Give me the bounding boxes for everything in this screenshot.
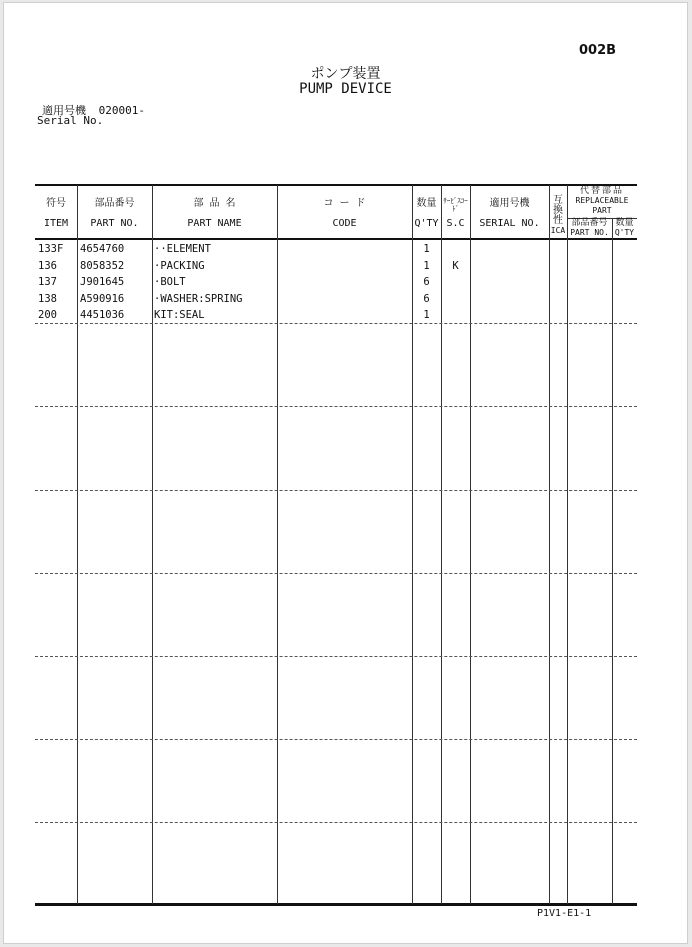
header-ica-jp: 互換性 — [553, 195, 563, 226]
cell-item: 138 — [38, 292, 57, 305]
table-row — [35, 241, 637, 258]
header-part-name-en: PART NAME — [187, 218, 242, 229]
cell-item: 200 — [38, 309, 57, 321]
header-replaceable — [567, 186, 637, 215]
group-separator — [35, 739, 637, 740]
page-code: 002B — [579, 43, 617, 58]
cell-qty: 6 — [423, 276, 430, 288]
cell-item: 137 — [38, 276, 57, 288]
header-code-en: CODE — [332, 218, 357, 229]
group-separator — [35, 656, 637, 657]
table-row — [35, 307, 637, 324]
cell-part-name: ·PACKING — [154, 259, 205, 272]
header-code — [277, 197, 412, 230]
header-part-no — [77, 197, 152, 230]
header-repl-part-no-jp: 部品番号 — [571, 218, 608, 228]
header-item-jp: 符号 — [46, 198, 66, 209]
cell-part-no: A590916 — [80, 292, 125, 305]
header-repl-jp: 代替部品 — [579, 186, 624, 196]
serial-value: 020001- — [98, 104, 145, 117]
cell-item: 133F — [38, 243, 64, 255]
header-part-name — [152, 197, 277, 230]
header-qty-en: Q'TY — [414, 218, 439, 229]
header-code-jp: コ ー ド — [323, 198, 366, 209]
cell-part-no: 4654760 — [80, 243, 125, 255]
table-top-rule — [35, 184, 637, 186]
header-serial — [470, 197, 549, 230]
header-serial-jp: 適用号機 — [489, 198, 530, 209]
header-qty-jp: 数量 — [416, 198, 437, 209]
header-part-no-en: PART NO. — [90, 218, 139, 229]
table-row — [35, 258, 637, 275]
page-title: PUMP DEVICE — [299, 81, 392, 97]
cell-part-no: J901645 — [80, 276, 125, 288]
group-separator — [35, 822, 637, 823]
header-service-code — [441, 197, 470, 230]
cell-part-name: ··ELEMENT — [154, 243, 211, 255]
cell-qty: 1 — [423, 243, 430, 255]
table-row — [35, 291, 637, 308]
serial-label-en: Serial No. — [37, 114, 104, 127]
header-sc-en: S.C — [446, 218, 465, 229]
header-ica-en: ICA — [550, 226, 566, 235]
cell-part-no: 4451036 — [80, 309, 125, 321]
parts-list-page — [3, 2, 688, 944]
title-japanese: ポンプ装置 — [310, 66, 381, 82]
header-repl-en-part: PART — [592, 206, 612, 215]
table-bottom-rule — [35, 903, 637, 906]
header-repl-en: REPLACEABLE — [575, 196, 629, 205]
cell-sc: K — [452, 259, 459, 272]
cell-item: 136 — [38, 259, 57, 272]
header-repl-qty-en: Q'TY — [614, 228, 635, 237]
header-ica — [549, 196, 567, 235]
header-serial-en: SERIAL NO. — [479, 218, 540, 229]
header-part-name-jp: 部 品 名 — [193, 198, 236, 209]
group-separator — [35, 406, 637, 407]
cell-part-name: ·WASHER:SPRING — [154, 292, 243, 305]
header-bottom-rule — [35, 238, 637, 240]
header-item-en: ITEM — [43, 218, 69, 229]
serial-label-jp: 適用号機 — [42, 104, 86, 117]
header-repl-qty-jp: 数量 — [615, 218, 634, 228]
header-repl-qty — [612, 219, 637, 237]
header-qty — [412, 197, 441, 230]
parts-table — [35, 184, 637, 904]
header-sc-jp: ｻｰﾋﾞｽｺｰﾄﾞ — [443, 197, 468, 213]
header-repl-part-no — [567, 219, 612, 237]
header-item — [35, 197, 77, 230]
cell-part-name: ·BOLT — [154, 276, 186, 288]
cell-part-no: 8058352 — [80, 259, 125, 272]
table-row — [35, 274, 637, 291]
group-separator — [35, 573, 637, 574]
cell-qty: 1 — [423, 259, 430, 272]
header-part-no-jp: 部品番号 — [94, 198, 135, 209]
cell-part-name: KIT:SEAL — [154, 309, 205, 321]
page-footer-code: P1V1-E1-1 — [537, 908, 592, 919]
cell-qty: 1 — [423, 309, 430, 321]
group-separator — [35, 490, 637, 491]
header-repl-part-no-en: PART NO. — [570, 228, 609, 237]
cell-qty: 6 — [423, 292, 430, 305]
